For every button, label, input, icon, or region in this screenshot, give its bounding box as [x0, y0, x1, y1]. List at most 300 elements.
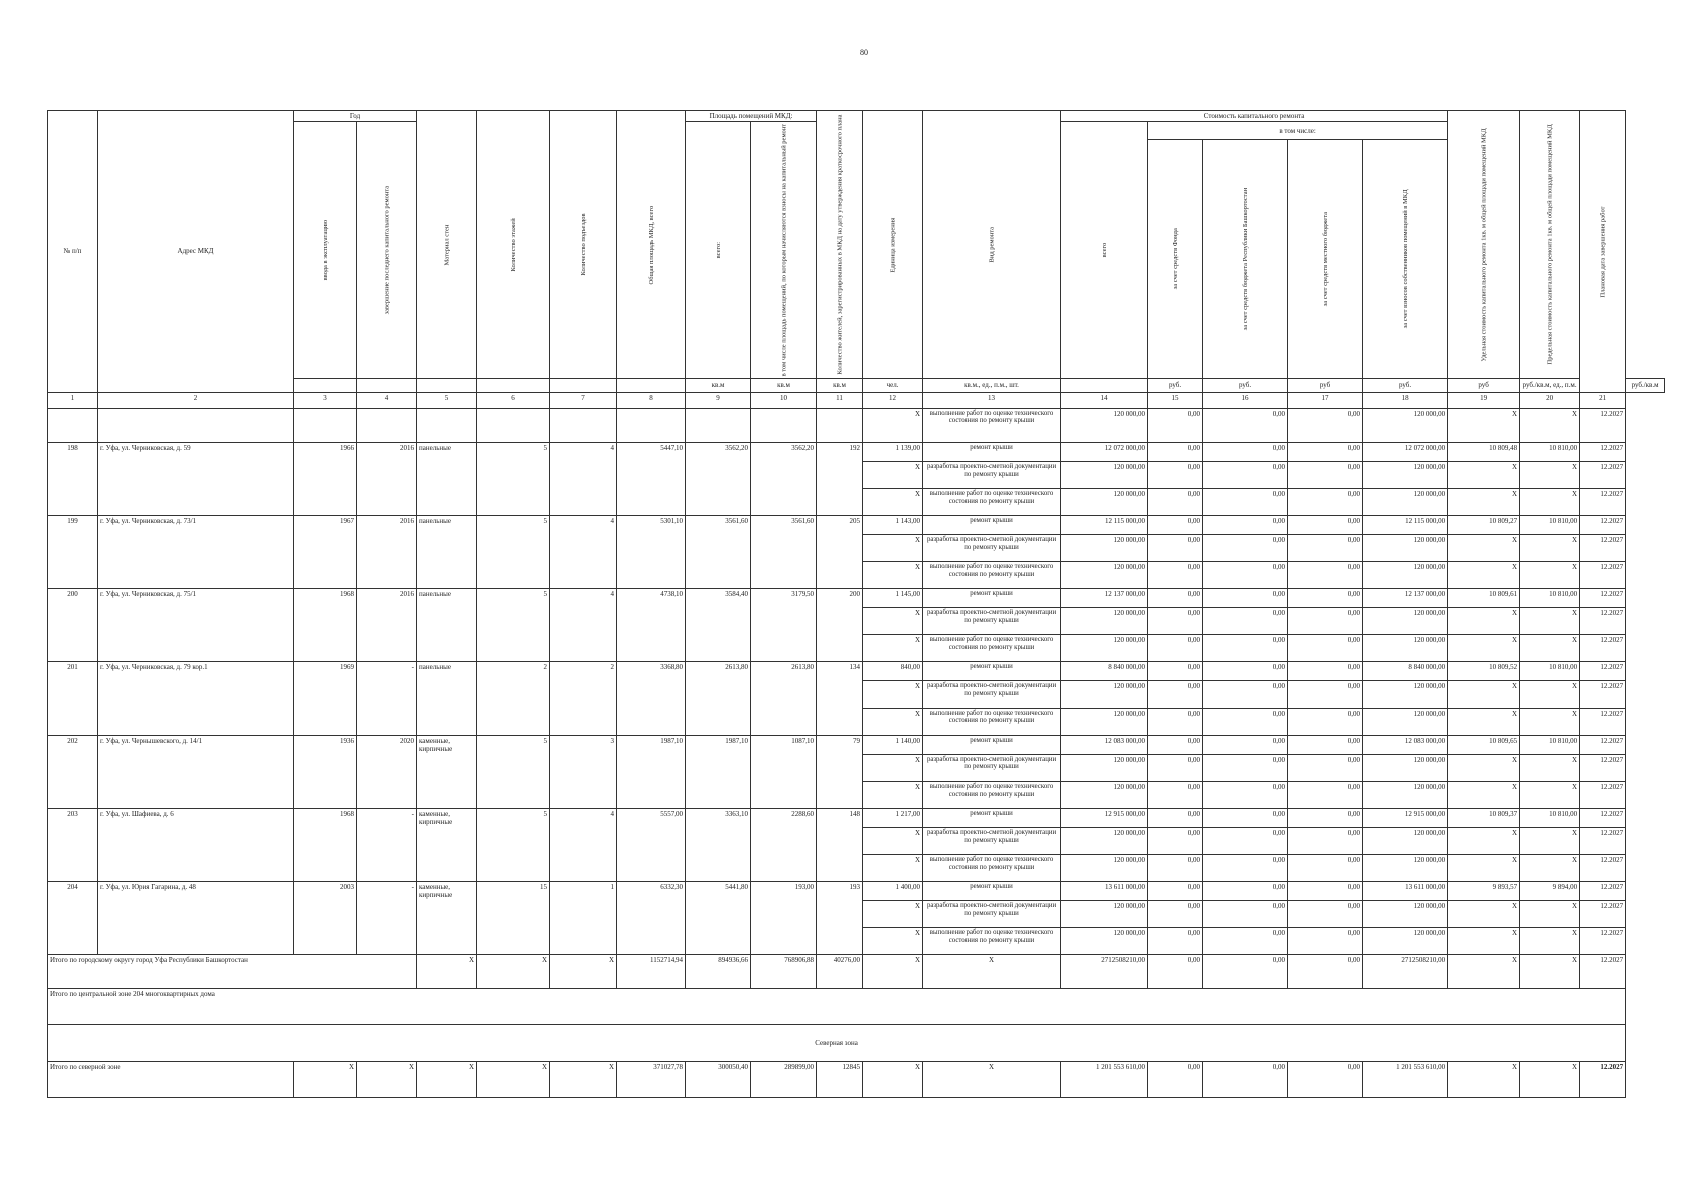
total-north-local: 0,00: [1288, 1061, 1363, 1097]
work-cost-total: 12 083 000,00: [1061, 735, 1148, 754]
table-row: [48, 515, 1665, 534]
work-cost-rb: 0,00: [1203, 589, 1288, 608]
total-ufa-unit-cost: X: [1448, 955, 1520, 989]
work-unit: X: [863, 827, 923, 854]
work-cost-rb: 0,00: [1203, 854, 1288, 881]
work-cost-fund: 0,00: [1148, 901, 1203, 928]
work-type: разработка проектно-сметной документации по ремонту крыши: [923, 901, 1061, 928]
total-ufa-row: [48, 955, 1665, 989]
repair-plan-table: [47, 110, 1665, 1098]
col-number: 7: [550, 392, 617, 408]
work-deadline: 12.2027: [1580, 735, 1626, 754]
work-unit-cost: X: [1448, 488, 1520, 515]
work-cost-total: 12 915 000,00: [1061, 808, 1148, 827]
col-head-unit-cost: Удельная стоимость капитального ремонта 1кв. м общей площади помещений МКД: [1448, 111, 1520, 379]
work-type: выполнение работ по оценке технического состояния по ремонту крыши: [923, 635, 1061, 662]
work-max-cost: X: [1520, 928, 1580, 955]
total-north-unit: X: [863, 1061, 923, 1097]
house-area-owned: 3562,20: [751, 442, 817, 515]
total-north-entrances: X: [550, 1061, 617, 1097]
total-ufa-floors: X: [477, 955, 550, 989]
house-address: г. Уфа, ул. Черниковская, д. 79 кор.1: [98, 662, 294, 735]
col-number: 10: [751, 392, 817, 408]
work-cost-local: 0,00: [1288, 808, 1363, 827]
work-cost-total: 120 000,00: [1061, 854, 1148, 881]
unit-measure: кв.м., ед., п.м., шт.: [923, 378, 1061, 392]
col-number: 20: [1520, 392, 1580, 408]
total-ufa-max-cost: X: [1520, 955, 1580, 989]
work-cost-fund: 0,00: [1148, 662, 1203, 681]
work-cost-rb: 0,00: [1203, 442, 1288, 461]
carry-max-cost: X: [1520, 408, 1580, 442]
work-type: выполнение работ по оценке технического состояния по ремонту крыши: [923, 708, 1061, 735]
house-material: каменные, кирпичные: [417, 882, 477, 955]
work-type: разработка проектно-сметной документации по ремонту крыши: [923, 461, 1061, 488]
house-material: панельные: [417, 662, 477, 735]
col-head-floors: Количество этажей: [477, 111, 550, 379]
work-unit: 1 140,00: [863, 735, 923, 754]
col-number: 17: [1288, 392, 1363, 408]
work-cost-local: 0,00: [1288, 589, 1363, 608]
work-cost-fund: 0,00: [1148, 635, 1203, 662]
work-unit: X: [863, 708, 923, 735]
work-unit-cost: X: [1448, 827, 1520, 854]
work-cost-fund: 0,00: [1148, 708, 1203, 735]
column-numbers-row: [48, 392, 1665, 408]
work-unit-cost: X: [1448, 461, 1520, 488]
house-floors: 5: [477, 515, 550, 588]
work-cost-owners: 120 000,00: [1363, 681, 1448, 708]
house-floors: 5: [477, 808, 550, 881]
work-cost-local: 0,00: [1288, 681, 1363, 708]
work-unit: 1 139,00: [863, 442, 923, 461]
work-unit-cost: X: [1448, 708, 1520, 735]
work-deadline: 12.2027: [1580, 754, 1626, 781]
work-type: выполнение работ по оценке технического состояния по ремонту крыши: [923, 562, 1061, 589]
work-max-cost: X: [1520, 681, 1580, 708]
work-type: ремонт крыши: [923, 442, 1061, 461]
house-area-owned: 193,00: [751, 882, 817, 955]
total-ufa-deadline: 12.2027: [1580, 955, 1626, 989]
work-deadline: 12.2027: [1580, 442, 1626, 461]
work-deadline: 12.2027: [1580, 854, 1626, 881]
unit-rub1: руб.: [1148, 378, 1203, 392]
work-cost-local: 0,00: [1288, 662, 1363, 681]
work-cost-owners: 120 000,00: [1363, 461, 1448, 488]
total-north-row: [48, 1061, 1665, 1097]
table-row: [48, 735, 1665, 754]
col-head-entrances: Количество подъездов: [550, 111, 617, 379]
work-deadline: 12.2027: [1580, 708, 1626, 735]
work-deadline: 12.2027: [1580, 562, 1626, 589]
work-unit: X: [863, 928, 923, 955]
house-num: 201: [48, 662, 98, 735]
work-cost-rb: 0,00: [1203, 662, 1288, 681]
total-north-fund: 0,00: [1148, 1061, 1203, 1097]
house-area-total: 3562,20: [686, 442, 751, 515]
house-area-owned: 2613,80: [751, 662, 817, 735]
house-area-owned: 2288,60: [751, 808, 817, 881]
work-type: ремонт крыши: [923, 735, 1061, 754]
col-head-num: № п/п: [48, 111, 98, 393]
house-entrances: 1: [550, 882, 617, 955]
col-number: 16: [1203, 392, 1288, 408]
col-head-material: Материал стен: [417, 111, 477, 379]
col-head-premises-group: Площадь помещений МКД:: [686, 111, 817, 122]
col-number: 5: [417, 392, 477, 408]
work-cost-total: 120 000,00: [1061, 534, 1148, 561]
col-number: 21: [1580, 392, 1626, 408]
total-north-work: X: [923, 1061, 1061, 1097]
house-year-built: 1969: [294, 662, 357, 735]
house-year-built: 1966: [294, 442, 357, 515]
col-number: 3: [294, 392, 357, 408]
col-number: 9: [686, 392, 751, 408]
work-cost-total: 120 000,00: [1061, 781, 1148, 808]
col-number: 6: [477, 392, 550, 408]
total-north-year-repair: X: [357, 1061, 417, 1097]
work-type: разработка проектно-сметной документации по ремонту крыши: [923, 608, 1061, 635]
work-cost-local: 0,00: [1288, 608, 1363, 635]
house-material: панельные: [417, 515, 477, 588]
work-deadline: 12.2027: [1580, 662, 1626, 681]
total-north-max-cost: X: [1520, 1061, 1580, 1097]
house-residents: 200: [817, 589, 863, 662]
house-residents: 134: [817, 662, 863, 735]
work-cost-owners: 12 137 000,00: [1363, 589, 1448, 608]
house-entrances: 3: [550, 735, 617, 808]
work-cost-rb: 0,00: [1203, 608, 1288, 635]
work-max-cost: 9 894,00: [1520, 882, 1580, 901]
house-residents: 193: [817, 882, 863, 955]
work-cost-local: 0,00: [1288, 461, 1363, 488]
work-cost-local: 0,00: [1288, 827, 1363, 854]
work-unit-cost: 10 809,65: [1448, 735, 1520, 754]
house-area-owned: 3561,60: [751, 515, 817, 588]
house-area-total: 2613,80: [686, 662, 751, 735]
work-type: разработка проектно-сметной документации по ремонту крыши: [923, 681, 1061, 708]
work-unit: X: [863, 534, 923, 561]
house-total-area: 5301,10: [617, 515, 686, 588]
unit-people: чел.: [863, 378, 923, 392]
work-cost-fund: 0,00: [1148, 882, 1203, 901]
total-ufa-work: X: [923, 955, 1061, 989]
work-deadline: 12.2027: [1580, 461, 1626, 488]
work-cost-owners: 120 000,00: [1363, 488, 1448, 515]
work-cost-local: 0,00: [1288, 562, 1363, 589]
work-cost-owners: 120 000,00: [1363, 608, 1448, 635]
header-row-1: [48, 111, 1665, 122]
col-head-cost-rb: за счет средств бюджета Республики Башкортостан: [1203, 140, 1288, 378]
work-deadline: 12.2027: [1580, 534, 1626, 561]
work-cost-total: 13 611 000,00: [1061, 882, 1148, 901]
work-unit-cost: X: [1448, 681, 1520, 708]
work-type: ремонт крыши: [923, 589, 1061, 608]
work-unit-cost: X: [1448, 781, 1520, 808]
total-central-row: [48, 989, 1665, 1025]
work-cost-total: 8 840 000,00: [1061, 662, 1148, 681]
work-cost-total: 120 000,00: [1061, 827, 1148, 854]
house-entrances: 4: [550, 442, 617, 515]
col-head-address: Адрес МКД: [98, 111, 294, 393]
work-cost-rb: 0,00: [1203, 635, 1288, 662]
work-cost-local: 0,00: [1288, 754, 1363, 781]
work-max-cost: 10 810,00: [1520, 442, 1580, 461]
work-cost-rb: 0,00: [1203, 735, 1288, 754]
col-head-total-area: Общая площадь МКД, всего: [617, 111, 686, 379]
work-cost-fund: 0,00: [1148, 442, 1203, 461]
work-type: выполнение работ по оценке технического состояния по ремонту крыши: [923, 928, 1061, 955]
work-cost-fund: 0,00: [1148, 754, 1203, 781]
work-max-cost: 10 810,00: [1520, 808, 1580, 827]
house-year-built: 1968: [294, 589, 357, 662]
work-cost-owners: 120 000,00: [1363, 827, 1448, 854]
house-num: 200: [48, 589, 98, 662]
work-cost-owners: 13 611 000,00: [1363, 882, 1448, 901]
work-cost-rb: 0,00: [1203, 882, 1288, 901]
work-cost-local: 0,00: [1288, 635, 1363, 662]
col-head-year-group: Год: [294, 111, 417, 122]
work-unit: X: [863, 754, 923, 781]
house-year-built: 1936: [294, 735, 357, 808]
work-cost-fund: 0,00: [1148, 488, 1203, 515]
total-central-label: Итого по центральной зоне 204 многоквартирных дома: [48, 989, 1626, 1025]
work-cost-fund: 0,00: [1148, 808, 1203, 827]
house-entrances: 4: [550, 808, 617, 881]
work-cost-local: 0,00: [1288, 735, 1363, 754]
work-cost-fund: 0,00: [1148, 681, 1203, 708]
total-north-deadline: 12.2027: [1580, 1061, 1626, 1097]
work-unit-cost: X: [1448, 854, 1520, 881]
unit-unitcost: руб./кв.м, ед., п.м.: [1520, 378, 1580, 392]
work-unit-cost: 10 809,27: [1448, 515, 1520, 534]
house-floors: 5: [477, 735, 550, 808]
house-residents: 205: [817, 515, 863, 588]
carry-unit-cost: X: [1448, 408, 1520, 442]
work-cost-fund: 0,00: [1148, 735, 1203, 754]
work-unit-cost: X: [1448, 534, 1520, 561]
work-unit-cost: X: [1448, 928, 1520, 955]
work-cost-owners: 120 000,00: [1363, 781, 1448, 808]
col-number: 18: [1363, 392, 1448, 408]
work-cost-total: 12 072 000,00: [1061, 442, 1148, 461]
carry-deadline: 12.2027: [1580, 408, 1626, 442]
total-north-label: Итого по северной зоне: [48, 1061, 294, 1097]
house-year-built: 1967: [294, 515, 357, 588]
table-row: [48, 662, 1665, 681]
col-head-cost-local: за счет средств местного бюджета: [1288, 140, 1363, 378]
work-max-cost: X: [1520, 534, 1580, 561]
work-unit-cost: 10 809,37: [1448, 808, 1520, 827]
work-type: разработка проектно-сметной документации по ремонту крыши: [923, 754, 1061, 781]
work-deadline: 12.2027: [1580, 901, 1626, 928]
north-zone-row: [48, 1025, 1665, 1061]
work-deadline: 12.2027: [1580, 608, 1626, 635]
work-cost-owners: 120 000,00: [1363, 928, 1448, 955]
work-type: ремонт крыши: [923, 882, 1061, 901]
work-cost-rb: 0,00: [1203, 754, 1288, 781]
house-total-area: 5557,00: [617, 808, 686, 881]
work-cost-local: 0,00: [1288, 708, 1363, 735]
house-num: 198: [48, 442, 98, 515]
house-area-total: 3363,10: [686, 808, 751, 881]
work-deadline: 12.2027: [1580, 827, 1626, 854]
carry-work: выполнение работ по оценке технического состояния по ремонту крыши: [923, 408, 1061, 442]
work-cost-fund: 0,00: [1148, 461, 1203, 488]
total-north-rb: 0,00: [1203, 1061, 1288, 1097]
col-number: 1: [48, 392, 98, 408]
work-max-cost: X: [1520, 781, 1580, 808]
work-unit-cost: 10 809,52: [1448, 662, 1520, 681]
house-area-owned: 3179,50: [751, 589, 817, 662]
work-type: выполнение работ по оценке технического состояния по ремонту крыши: [923, 488, 1061, 515]
work-max-cost: 10 810,00: [1520, 515, 1580, 534]
work-cost-fund: 0,00: [1148, 515, 1203, 534]
col-head-cost-total: всего: [1061, 122, 1148, 378]
total-north-owners: 1 201 553 610,00: [1363, 1061, 1448, 1097]
work-cost-fund: 0,00: [1148, 608, 1203, 635]
col-head-area-owned: в том числе площадь помещений, по которым начисляются взносы на капитальный ремонт: [751, 122, 817, 378]
house-address: г. Уфа, ул. Шафиева, д. 6: [98, 808, 294, 881]
total-ufa-unit: X: [863, 955, 923, 989]
work-cost-total: 120 000,00: [1061, 754, 1148, 781]
house-address: г. Уфа, ул. Чернышевского, д. 14/1: [98, 735, 294, 808]
total-north-floors: X: [477, 1061, 550, 1097]
work-cost-fund: 0,00: [1148, 589, 1203, 608]
table-row: [48, 808, 1665, 827]
total-ufa-owners: 2712508210,00: [1363, 955, 1448, 989]
carry-owners: 120 000,00: [1363, 408, 1448, 442]
work-cost-total: 120 000,00: [1061, 708, 1148, 735]
house-year-built: 2003: [294, 882, 357, 955]
carry-local: 0,00: [1288, 408, 1363, 442]
work-max-cost: 10 810,00: [1520, 735, 1580, 754]
work-max-cost: X: [1520, 708, 1580, 735]
carry-over-row: [48, 408, 1665, 442]
house-floors: 2: [477, 662, 550, 735]
work-max-cost: X: [1520, 635, 1580, 662]
total-north-total-area: 371027,78: [617, 1061, 686, 1097]
work-unit-cost: 10 809,61: [1448, 589, 1520, 608]
total-ufa-residents: 40276,00: [817, 955, 863, 989]
house-floors: 15: [477, 882, 550, 955]
work-cost-local: 0,00: [1288, 854, 1363, 881]
work-cost-owners: 120 000,00: [1363, 854, 1448, 881]
col-head-cost-incl: в том числе:: [1148, 122, 1448, 140]
page-number: 80: [860, 48, 868, 57]
work-cost-total: 120 000,00: [1061, 488, 1148, 515]
col-number: 12: [863, 392, 923, 408]
work-cost-owners: 12 915 000,00: [1363, 808, 1448, 827]
house-entrances: 4: [550, 589, 617, 662]
work-deadline: 12.2027: [1580, 882, 1626, 901]
col-head-year-repair: завершение последнего капитального ремонта: [357, 122, 417, 378]
col-head-year-built: ввода в эксплуатацию: [294, 122, 357, 378]
house-year-repair: -: [357, 808, 417, 881]
work-max-cost: X: [1520, 901, 1580, 928]
house-total-area: 4738,10: [617, 589, 686, 662]
work-cost-rb: 0,00: [1203, 901, 1288, 928]
house-material: панельные: [417, 442, 477, 515]
work-cost-owners: 8 840 000,00: [1363, 662, 1448, 681]
house-address: г. Уфа, ул. Юрия Гагарина, д. 48: [98, 882, 294, 955]
house-total-area: 5447,10: [617, 442, 686, 515]
house-year-built: 1968: [294, 808, 357, 881]
table-row: [48, 442, 1665, 461]
total-ufa-area-total: 894936,66: [686, 955, 751, 989]
work-deadline: 12.2027: [1580, 488, 1626, 515]
total-ufa-cost-total: 2712508210,00: [1061, 955, 1148, 989]
house-total-area: 3368,80: [617, 662, 686, 735]
work-deadline: 12.2027: [1580, 808, 1626, 827]
col-number: 2: [98, 392, 294, 408]
work-max-cost: X: [1520, 461, 1580, 488]
work-unit: X: [863, 635, 923, 662]
work-cost-local: 0,00: [1288, 515, 1363, 534]
col-head-work-type: Вид ремонта: [923, 111, 1061, 379]
col-head-cost-owners: за счет взносов собственников помещений в МКД: [1363, 140, 1448, 378]
work-cost-total: 120 000,00: [1061, 461, 1148, 488]
work-cost-owners: 12 072 000,00: [1363, 442, 1448, 461]
house-year-repair: -: [357, 662, 417, 735]
house-area-total: 3561,60: [686, 515, 751, 588]
work-unit: X: [863, 901, 923, 928]
work-max-cost: 10 810,00: [1520, 589, 1580, 608]
work-cost-owners: 120 000,00: [1363, 534, 1448, 561]
work-unit: X: [863, 608, 923, 635]
work-max-cost: X: [1520, 827, 1580, 854]
work-cost-local: 0,00: [1288, 928, 1363, 955]
house-residents: 192: [817, 442, 863, 515]
work-cost-local: 0,00: [1288, 781, 1363, 808]
total-north-residents: 12845: [817, 1061, 863, 1097]
work-cost-owners: 12 083 000,00: [1363, 735, 1448, 754]
work-cost-owners: 120 000,00: [1363, 562, 1448, 589]
work-type: разработка проектно-сметной документации по ремонту крыши: [923, 827, 1061, 854]
house-num: 204: [48, 882, 98, 955]
total-ufa-local: 0,00: [1288, 955, 1363, 989]
work-deadline: 12.2027: [1580, 589, 1626, 608]
house-year-repair: -: [357, 882, 417, 955]
work-unit-cost: X: [1448, 608, 1520, 635]
total-ufa-entrances: X: [550, 955, 617, 989]
house-address: г. Уфа, ул. Черниковская, д. 59: [98, 442, 294, 515]
work-cost-local: 0,00: [1288, 442, 1363, 461]
house-area-total: 5441,80: [686, 882, 751, 955]
house-total-area: 6332,30: [617, 882, 686, 955]
table-row: [48, 882, 1665, 901]
col-number: 13: [923, 392, 1061, 408]
work-cost-local: 0,00: [1288, 901, 1363, 928]
work-max-cost: 10 810,00: [1520, 662, 1580, 681]
work-cost-local: 0,00: [1288, 534, 1363, 561]
work-max-cost: X: [1520, 488, 1580, 515]
col-head-deadline: Плановая дата завершения работ: [1580, 111, 1626, 393]
work-cost-total: 12 137 000,00: [1061, 589, 1148, 608]
unit-area2: кв.м: [751, 378, 817, 392]
col-number: 4: [357, 392, 417, 408]
unit-rub4: руб.: [1363, 378, 1448, 392]
work-type: ремонт крыши: [923, 662, 1061, 681]
house-area-total: 3584,40: [686, 589, 751, 662]
house-floors: 5: [477, 442, 550, 515]
work-cost-fund: 0,00: [1148, 854, 1203, 881]
col-head-max-cost: Предельная стоимость капитального ремонта 1кв. м общей площади помещений МКД: [1520, 111, 1580, 379]
work-cost-local: 0,00: [1288, 488, 1363, 515]
work-cost-total: 120 000,00: [1061, 901, 1148, 928]
work-type: ремонт крыши: [923, 515, 1061, 534]
work-max-cost: X: [1520, 754, 1580, 781]
